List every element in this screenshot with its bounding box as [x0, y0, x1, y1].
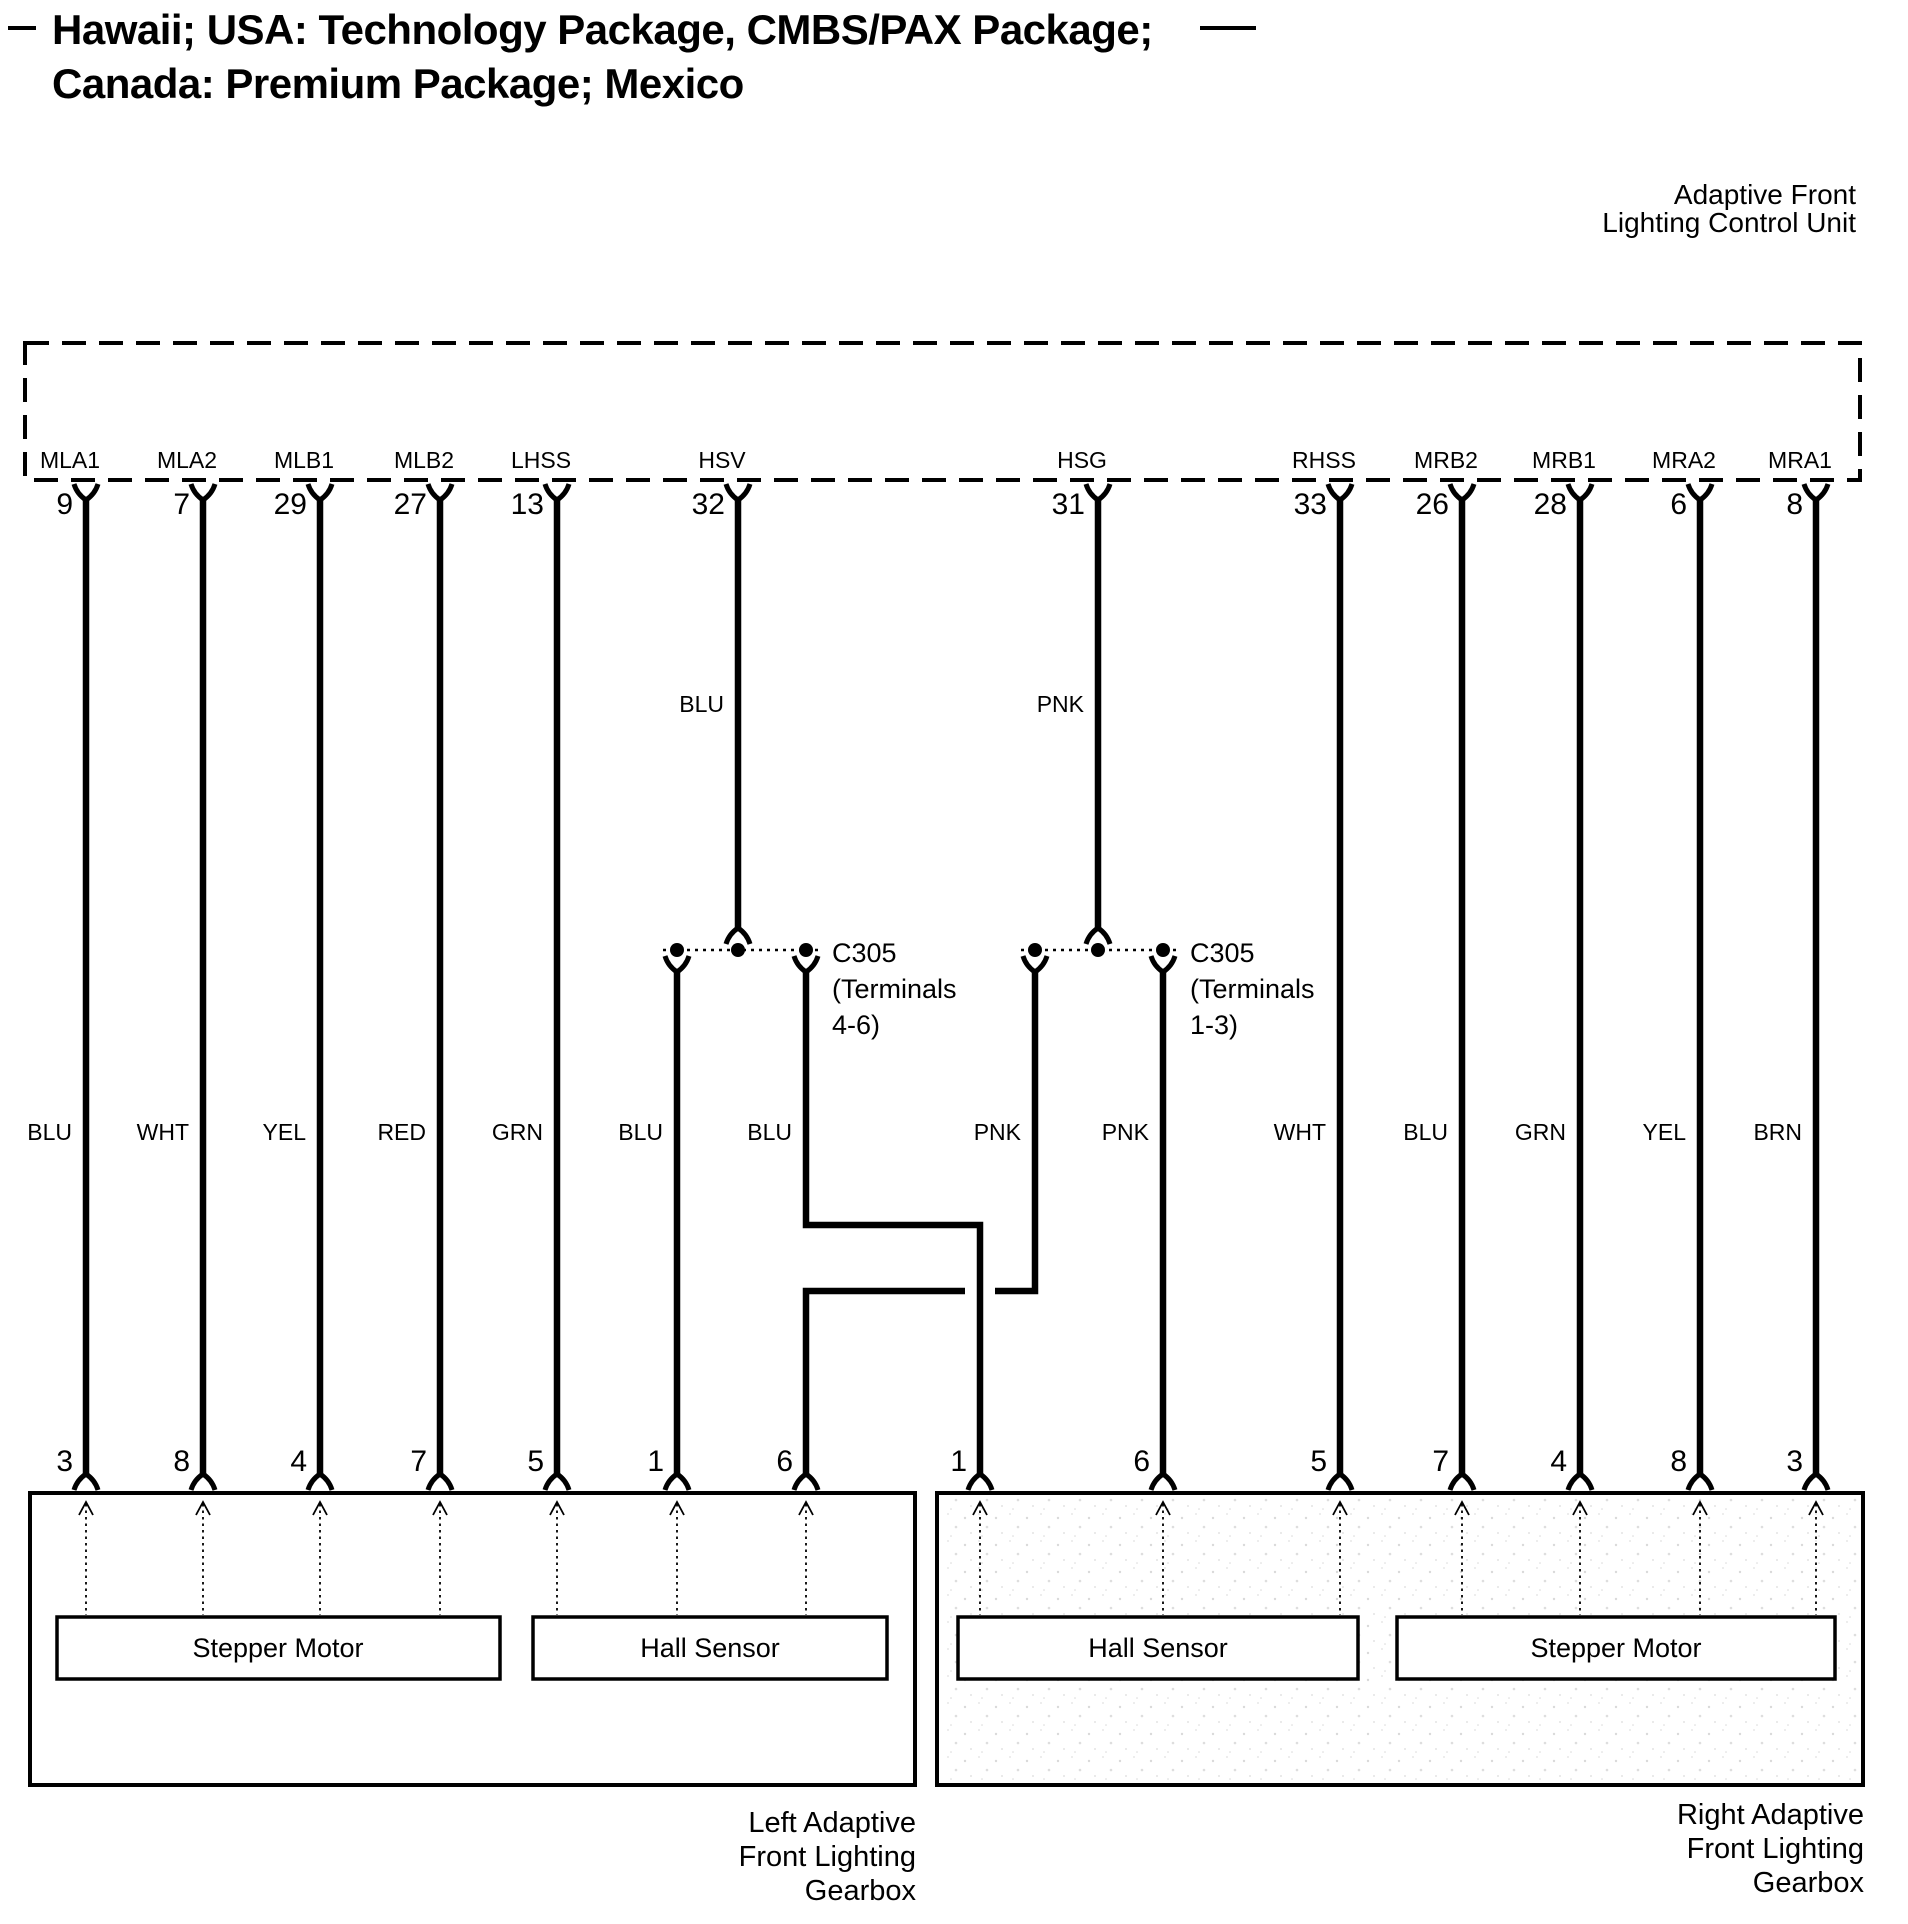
left-gearbox-pin: 6: [776, 1445, 793, 1478]
connector-fork-icon: [545, 1474, 569, 1490]
pin-number-31: 31: [1051, 488, 1085, 521]
c305-right-line2: (Terminals: [1190, 974, 1315, 1004]
connector-fork-icon: [308, 1474, 332, 1490]
right-stepper-motor-label: Stepper Motor: [1530, 1633, 1702, 1663]
pin-label-hsv: HSV: [698, 447, 746, 473]
pin-number-26: 26: [1415, 488, 1449, 521]
wire-color-label: WHT: [136, 1119, 189, 1145]
connector-fork-icon: [1688, 1474, 1712, 1490]
wire-color-label: YEL: [262, 1119, 306, 1145]
left-stepper-motor-label: Stepper Motor: [192, 1633, 364, 1663]
wire-color-hsv: BLU: [679, 691, 724, 717]
pin-label-rhss: RHSS: [1292, 447, 1356, 473]
pin-label-mla1: MLA1: [39, 447, 101, 473]
page-title-line2: Canada: Premium Package; Mexico: [52, 60, 744, 107]
c305-left-terminal-dot: [799, 943, 813, 957]
connector-fork-icon: [1023, 956, 1047, 972]
connector-fork-icon: [545, 484, 569, 500]
wire-color-label: PNK: [973, 1119, 1021, 1145]
left-gearbox-pin: 7: [410, 1445, 427, 1478]
connector-fork-icon: [1328, 484, 1352, 500]
connector-fork-icon: [428, 1474, 452, 1490]
arrow-up-icon: [670, 1502, 684, 1515]
c305-left-terminal-dot: [731, 943, 745, 957]
c305-left-line2: (Terminals: [832, 974, 957, 1004]
c305-left-name: C305: [832, 938, 897, 968]
right-gearbox-pin: 8: [1670, 1445, 1687, 1478]
connector-fork-icon: [1568, 1474, 1592, 1490]
pin-number-32: 32: [691, 488, 725, 521]
connector-fork-icon: [1804, 484, 1828, 500]
c305-right-connector: [1021, 928, 1315, 1040]
connector-fork-icon: [191, 484, 215, 500]
pin-label-hsg: HSG: [1057, 447, 1107, 473]
control-unit-name-line2: Lighting Control Unit: [1602, 207, 1856, 238]
wire-color-label: GRN: [491, 1119, 543, 1145]
connector-fork-icon: [794, 956, 818, 972]
connector-fork-icon: [1450, 484, 1474, 500]
control-unit-pin-labels: [40, 447, 1832, 473]
connector-fork-icon: [794, 1474, 818, 1490]
right-gearbox-label-line2: Front Lighting: [1686, 1833, 1864, 1865]
pin-number-33: 33: [1293, 488, 1327, 521]
control-unit-name-line1: Adaptive Front: [1673, 179, 1856, 210]
c305-right-terminal-dot: [1156, 943, 1170, 957]
connector-fork-icon: [1804, 1474, 1828, 1490]
arrow-up-icon: [313, 1502, 327, 1515]
connector-fork-icon: [665, 1474, 689, 1490]
pin-label-mlb2: MLB2: [393, 447, 455, 473]
wire-color-labels: [27, 1119, 1802, 1145]
right-gearbox-pin: 7: [1432, 1445, 1449, 1478]
wire-color-label: BLU: [1403, 1119, 1448, 1145]
c305-left-terminal-dot: [670, 943, 684, 957]
arrow-up-icon: [79, 1502, 93, 1515]
left-gearbox-pin: 3: [56, 1445, 73, 1478]
c305-left-connector: [663, 928, 957, 1040]
right-gearbox-pin: 3: [1786, 1445, 1803, 1478]
pin-number-9: 9: [56, 488, 73, 521]
wire-c305-blu-crossover: [806, 970, 980, 1474]
connector-fork-icon: [1450, 1474, 1474, 1490]
pin-number-29: 29: [273, 488, 307, 521]
wire-color-label: BLU: [27, 1119, 72, 1145]
wire-color-label: WHT: [1273, 1119, 1326, 1145]
pin-label-mlb1: MLB1: [273, 447, 335, 473]
pin-number-27: 27: [393, 488, 427, 521]
page-title-line1: Hawaii; USA: Technology Package, CMBS/PAX Package;: [52, 6, 1153, 53]
wire-color-label: BLU: [747, 1119, 792, 1145]
right-gearbox-pin: 6: [1133, 1445, 1150, 1478]
pin-label-mra1: MRA1: [1768, 447, 1832, 473]
left-gearbox: [30, 1493, 916, 1907]
connector-fork-icon: [308, 484, 332, 500]
wire-color-label: BLU: [618, 1119, 663, 1145]
left-gearbox-label-line1: Left Adaptive: [748, 1807, 916, 1839]
connector-fork-icon: [968, 1474, 992, 1490]
pin-number-7: 7: [173, 488, 190, 521]
left-hall-sensor-label: Hall Sensor: [640, 1633, 780, 1663]
c305-left-line3: 4-6): [832, 1010, 881, 1040]
pin-label-mrb1: MRB1: [1532, 447, 1596, 473]
pin-label-mra2: MRA2: [1652, 447, 1716, 473]
c305-right-name: C305: [1190, 938, 1255, 968]
connector-fork-icon: [726, 484, 750, 500]
wire-color-label: PNK: [1101, 1119, 1149, 1145]
connector-fork-icon: [1568, 484, 1592, 500]
right-gearbox-pin: 1: [950, 1445, 967, 1478]
right-gearbox-label-line1: Right Adaptive: [1676, 1799, 1864, 1831]
right-gearbox: [937, 1493, 1864, 1899]
c305-right-line3: 1-3): [1190, 1010, 1239, 1040]
wire-color-hsg: PNK: [1036, 691, 1084, 717]
pin-number-13: 13: [510, 488, 544, 521]
wire-color-label: BRN: [1753, 1119, 1802, 1145]
arrow-up-icon: [433, 1502, 447, 1515]
connector-fork-icon: [1151, 956, 1175, 972]
connector-fork-icon: [1328, 1474, 1352, 1490]
connector-fork-icon: [665, 956, 689, 972]
left-gearbox-label-line2: Front Lighting: [738, 1841, 916, 1873]
connector-fork-icon: [1086, 484, 1110, 500]
connector-fork-icon: [191, 1474, 215, 1490]
wire-color-label: RED: [377, 1119, 426, 1145]
left-gearbox-pin: 1: [647, 1445, 664, 1478]
left-gearbox-pin: 8: [173, 1445, 190, 1478]
wire-color-label: YEL: [1642, 1119, 1686, 1145]
connector-fork-icon: [74, 1474, 98, 1490]
connector-fork-icon: [1688, 484, 1712, 500]
connector-fork-icon: [428, 484, 452, 500]
c305-right-terminal-dot: [1028, 943, 1042, 957]
connector-fork-icon: [726, 928, 750, 944]
right-gearbox-pin: 5: [1310, 1445, 1327, 1478]
pin-number-6: 6: [1670, 488, 1687, 521]
arrow-up-icon: [550, 1502, 564, 1515]
pin-label-mrb2: MRB2: [1414, 447, 1478, 473]
arrow-up-icon: [196, 1502, 210, 1515]
pin-number-8: 8: [1786, 488, 1803, 521]
left-gearbox-internal-arrows: [79, 1502, 813, 1615]
pin-label-lhss: LHSS: [510, 447, 572, 473]
connector-fork-icon: [1151, 1474, 1175, 1490]
left-gearbox-pin: 4: [290, 1445, 307, 1478]
pin-number-28: 28: [1533, 488, 1567, 521]
left-gearbox-pin: 5: [527, 1445, 544, 1478]
arrow-up-icon: [799, 1502, 813, 1515]
wire-color-label: GRN: [1514, 1119, 1566, 1145]
right-hall-sensor-label: Hall Sensor: [1088, 1633, 1228, 1663]
c305-right-terminal-dot: [1091, 943, 1105, 957]
connector-fork-icon: [1086, 928, 1110, 944]
right-gearbox-label-line3: Gearbox: [1752, 1867, 1864, 1899]
connector-fork-icon: [74, 484, 98, 500]
right-gearbox-pin: 4: [1550, 1445, 1567, 1478]
pin-label-mla2: MLA2: [156, 447, 218, 473]
left-gearbox-label-line3: Gearbox: [804, 1875, 916, 1907]
